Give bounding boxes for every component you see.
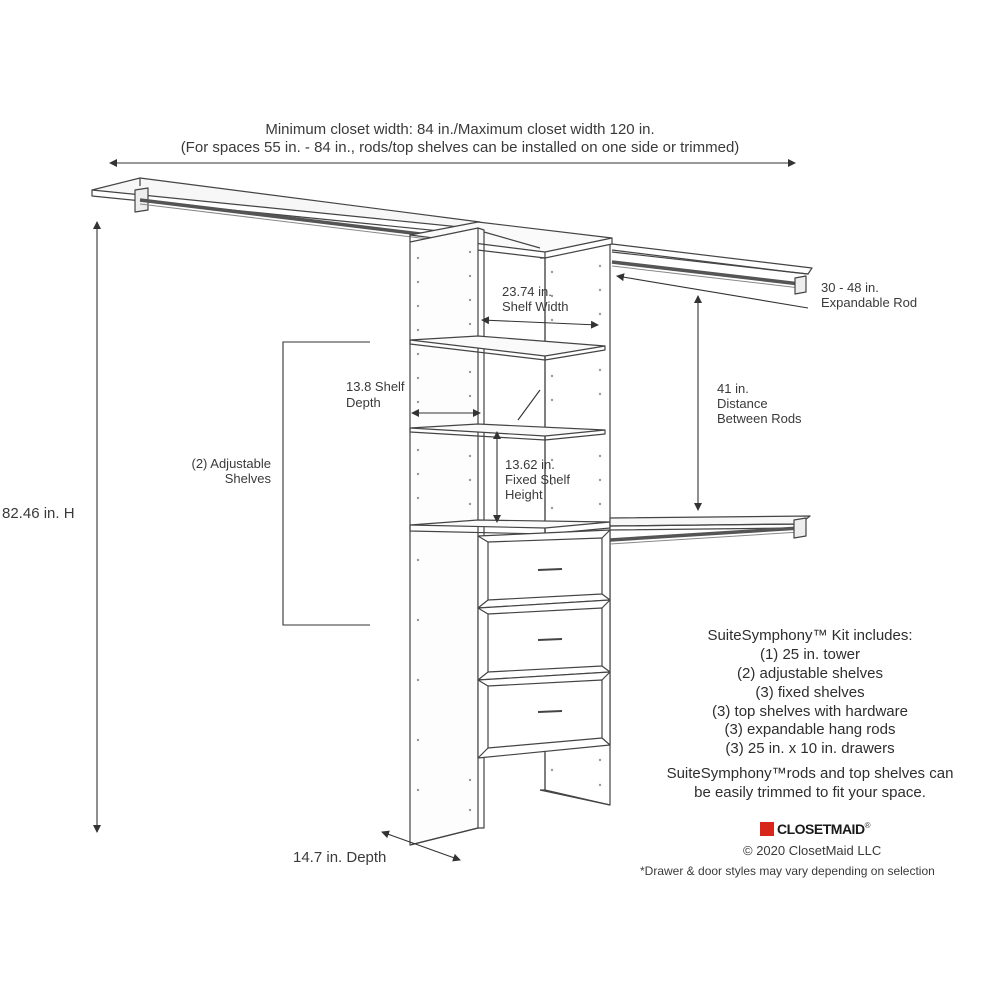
- kit-item: (3) 25 in. x 10 in. drawers: [725, 740, 895, 757]
- depth-label: 14.7 in. Depth: [293, 849, 387, 866]
- rod-distance-label-1: Distance: [717, 396, 768, 411]
- adjustable-shelves-label-1: (2) Adjustable: [191, 456, 271, 471]
- rod-distance-label-2: Between Rods: [717, 411, 802, 426]
- fixed-shelf-height-value: 13.62 in.: [505, 457, 555, 472]
- drawer-top: [478, 530, 610, 608]
- rod-distance-value: 41 in.: [717, 381, 749, 396]
- right-top-shelf: [612, 244, 812, 294]
- closetmaid-logo: [760, 820, 870, 838]
- logo-square-icon: [760, 822, 774, 836]
- tower-left-panel: [410, 228, 484, 845]
- right-lower-shelf: [610, 516, 810, 544]
- shelf-depth-leader: [518, 390, 540, 420]
- kit-item: (1) 25 in. tower: [759, 646, 861, 663]
- height-label: 82.46 in. H: [2, 505, 75, 522]
- drawer-bottom: [478, 672, 610, 758]
- trim-note-line-2: be easily trimmed to fit your space.: [694, 784, 926, 801]
- trim-note-text: (For spaces 55 in. - 84 in., rods/top shelves can be installed on one side or trimmed): [180, 139, 740, 156]
- kit-item: (2) adjustable shelves: [737, 665, 883, 682]
- shelf-depth-label-2: Depth: [346, 395, 381, 410]
- logo-text: CLOSETMAID: [777, 821, 865, 837]
- disclaimer-text: *Drawer & door styles may vary depending on selection: [640, 864, 935, 878]
- copyright-text: © 2020 ClosetMaid LLC: [743, 843, 882, 858]
- adjustable-shelves-label-2: Shelves: [224, 471, 271, 486]
- closet-width-text: Minimum closet width: 84 in./Maximum closet width 120 in.: [265, 121, 655, 138]
- logo-trademark: ®: [864, 820, 871, 830]
- kit-item: (3) fixed shelves: [755, 684, 865, 701]
- expandable-rod-value: 30 - 48 in.: [821, 280, 879, 295]
- drawer-middle: [478, 600, 610, 680]
- kit-title: SuiteSymphony™ Kit includes:: [707, 627, 913, 644]
- kit-item: (3) top shelves with hardware: [712, 703, 908, 720]
- left-top-shelf: [92, 178, 480, 234]
- fixed-shelf-height-label-1: Fixed Shelf: [505, 472, 571, 487]
- trim-note-line-1: SuiteSymphony™rods and top shelves can: [666, 765, 954, 782]
- shelf-width-dimension-line: [482, 320, 598, 325]
- shelf-depth-label-1: 13.8 Shelf: [346, 379, 405, 394]
- fixed-shelf-height-label-2: Height: [505, 487, 543, 502]
- shelf-width-label: Shelf Width: [502, 299, 569, 314]
- shelf-width-value: 23.74 in.: [502, 284, 552, 299]
- expandable-rod-label: Expandable Rod: [821, 295, 918, 310]
- kit-item: (3) expandable hang rods: [724, 721, 896, 738]
